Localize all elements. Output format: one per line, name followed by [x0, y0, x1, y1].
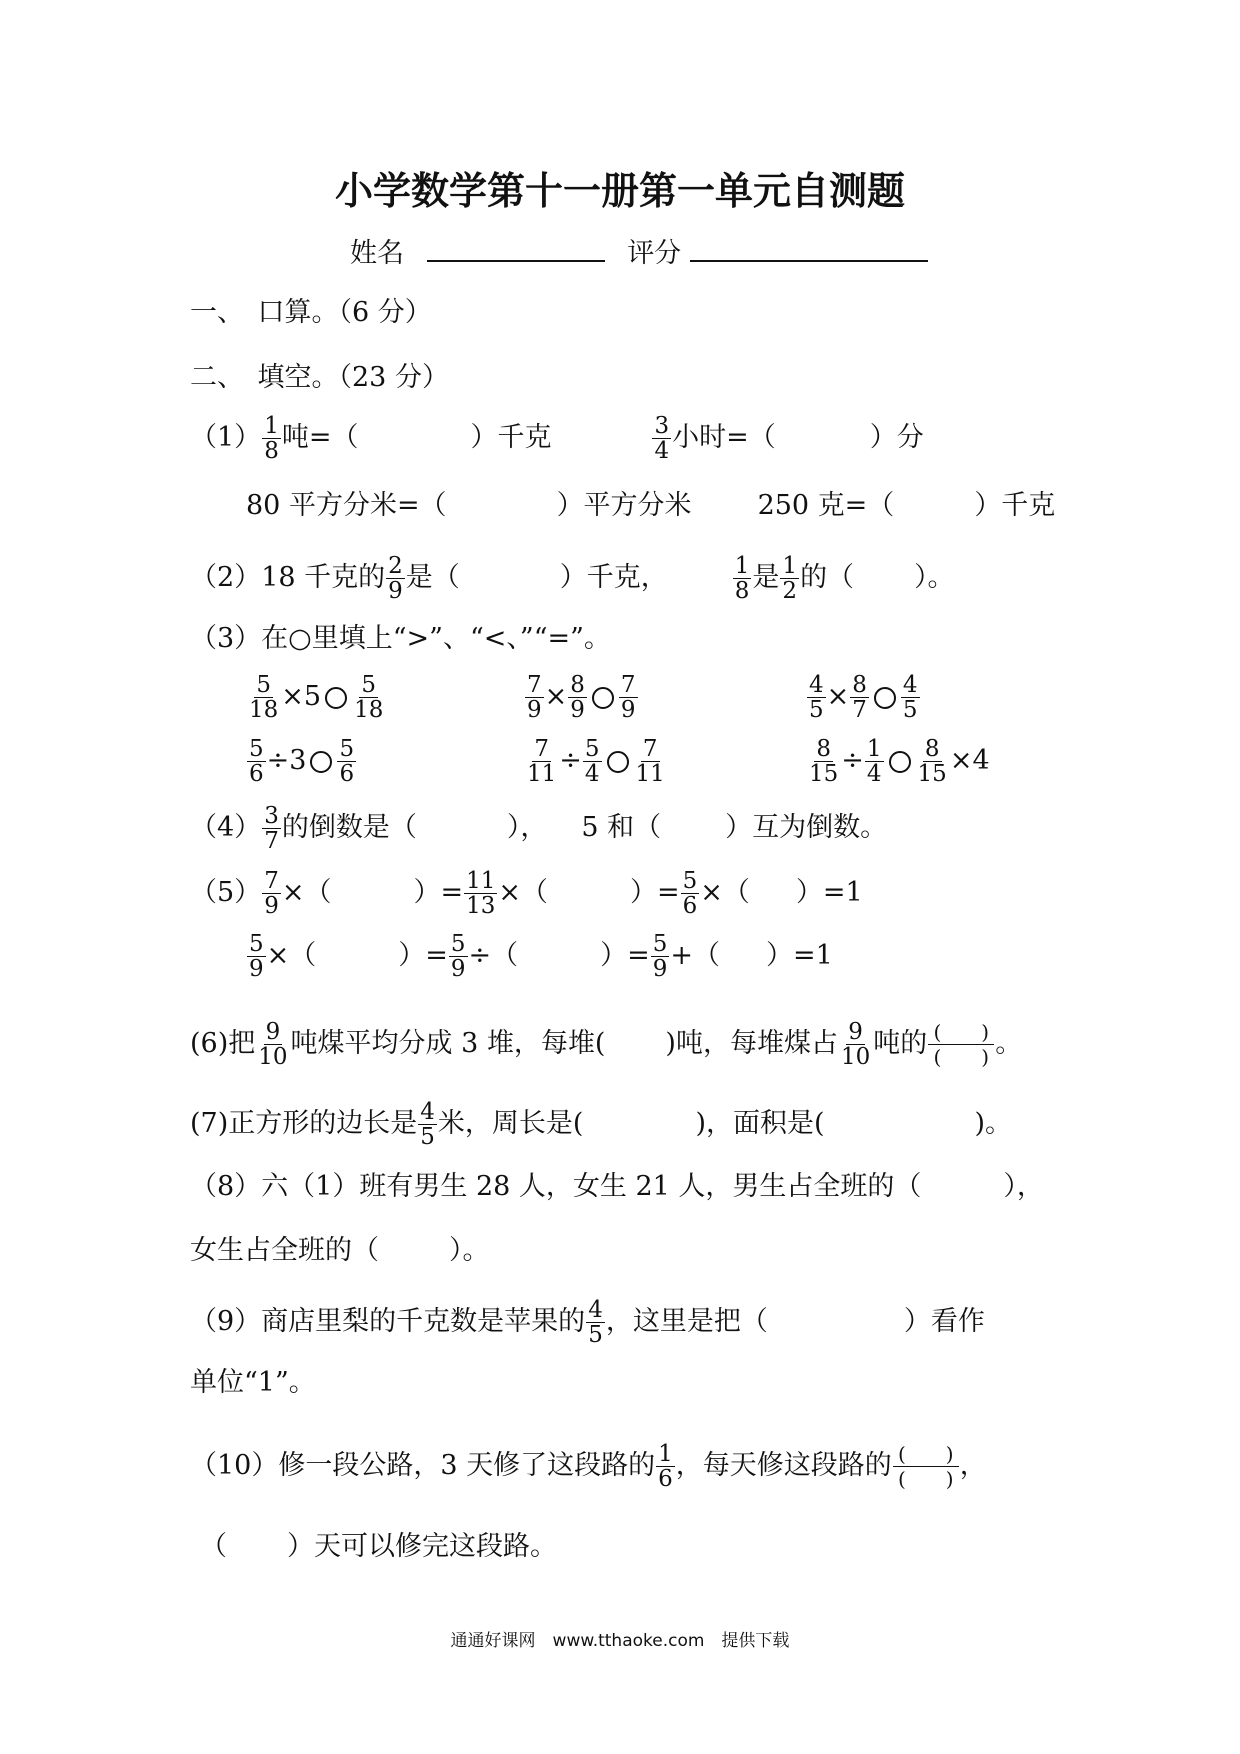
fraction-denominator: 9: [527, 697, 542, 723]
fraction: [418, 1100, 437, 1149]
fraction: [247, 673, 280, 722]
fraction: [247, 737, 266, 786]
fraction: [656, 1442, 675, 1491]
question-1-line-2: [246, 489, 1055, 523]
fraction: [449, 932, 468, 981]
text: ，这里是把（: [605, 1306, 768, 1337]
fraction: [464, 869, 497, 918]
score-label: 评分: [627, 238, 682, 269]
fraction-denominator: 6: [658, 1466, 673, 1492]
question-4: [190, 804, 887, 853]
text: 女生占全班的（: [190, 1235, 379, 1266]
fraction: [651, 932, 670, 981]
fraction-numerator: 5: [256, 672, 271, 698]
text: 是（: [405, 562, 460, 593]
fraction: [916, 737, 949, 786]
fraction-denominator: 4: [866, 761, 882, 787]
text: )。: [974, 1108, 1013, 1139]
section-one-heading: 一、 口算。（6 分）: [190, 297, 432, 328]
fraction: [352, 673, 385, 722]
fraction-numerator: ( ): [893, 1442, 959, 1467]
question-9-line-1: [190, 1298, 985, 1347]
fraction: [262, 869, 281, 918]
text: ）平方分米: [556, 490, 692, 521]
fraction-numerator: 4: [809, 672, 824, 698]
fraction: [807, 737, 840, 786]
fraction: [586, 1298, 605, 1347]
page-title: 小学数学第十一册第一单元自测题: [334, 169, 905, 213]
fraction-denominator: 9: [249, 956, 264, 982]
fraction-numerator: 1: [782, 553, 798, 579]
text: ×5: [281, 681, 322, 712]
text: 吨的: [873, 1028, 928, 1059]
fraction-denominator: 4: [654, 438, 670, 464]
compare-circle[interactable]: [607, 751, 629, 773]
text: ）互为倒数。: [725, 812, 888, 843]
text: ）=1: [766, 940, 833, 971]
compare-item: [806, 737, 990, 786]
text: ）天可以修完这段路。: [287, 1531, 557, 1562]
fraction-denominator: 15: [809, 761, 839, 787]
text: 250 克=（: [757, 490, 895, 521]
fraction-numerator: 8: [570, 672, 585, 698]
compare-circle[interactable]: [592, 687, 614, 709]
fraction-numerator: 4: [420, 1099, 435, 1125]
fraction: [652, 414, 671, 463]
fraction: [634, 737, 667, 786]
text: ）看作: [903, 1306, 985, 1337]
text: ×（: [700, 877, 750, 908]
fraction: [681, 869, 700, 918]
fraction-numerator: 1: [658, 1441, 673, 1467]
text: ，每天修这段路的: [675, 1450, 892, 1481]
fraction: [525, 737, 558, 786]
fraction: [583, 737, 602, 786]
fraction-denominator: ( ): [897, 1467, 954, 1491]
fraction-denominator: 8: [264, 438, 279, 464]
compare-circle[interactable]: [874, 687, 896, 709]
question-5-line-2: [246, 932, 833, 981]
compare-circle[interactable]: [889, 751, 911, 773]
compare-item: [806, 673, 921, 722]
text: ）=: [629, 877, 680, 908]
question-number: （4）: [190, 812, 262, 843]
text: ÷: [559, 745, 582, 776]
name-blank[interactable]: [427, 230, 605, 262]
question-8-line-1: [190, 1170, 1044, 1204]
fraction-denominator: 9: [264, 893, 279, 919]
text: 5 和（: [581, 812, 662, 843]
fraction-denominator: 9: [450, 956, 466, 982]
text: ÷: [841, 745, 864, 776]
fraction-numerator: 1: [866, 736, 882, 762]
fraction-denominator: 10: [840, 1044, 871, 1070]
compare-circle[interactable]: [310, 751, 332, 773]
fraction-denominator: 18: [354, 697, 384, 723]
question-5-line-1: [190, 869, 863, 918]
fraction-numerator: 5: [682, 868, 698, 894]
fraction: [901, 673, 920, 722]
fraction-denominator: 15: [917, 761, 947, 787]
fraction-numerator: 5: [339, 736, 355, 762]
question-9-line-2: 单位“1”。: [190, 1367, 316, 1398]
compare-item: [524, 673, 639, 722]
text: ÷（: [468, 940, 519, 971]
question-6: [190, 1020, 1022, 1069]
text: )，面积是(: [695, 1108, 825, 1139]
question-3-instruction: （3）在○里填上“>”、“<、”“=”。: [190, 623, 611, 654]
text: ×: [826, 681, 850, 712]
question-10-line-1: [190, 1442, 987, 1491]
fraction-denominator: 18: [249, 697, 279, 723]
fraction: [850, 673, 869, 722]
fraction: [733, 554, 752, 603]
fraction-numerator: 11: [466, 868, 496, 894]
fraction-denominator: 2: [782, 578, 798, 604]
fraction-denominator: 11: [635, 761, 665, 787]
blank-fraction[interactable]: [893, 1442, 959, 1491]
question-10-line-2: [200, 1530, 557, 1564]
footer-credit: 通通好课网 www.tthaoke.com 提供下载: [450, 1631, 790, 1651]
fraction-numerator: 2: [388, 553, 403, 579]
fraction-numerator: 7: [620, 672, 636, 698]
fraction-numerator: 1: [264, 413, 279, 439]
fraction-denominator: 5: [588, 1322, 603, 1348]
fraction-denominator: 9: [620, 697, 636, 723]
text: 18 千克的: [261, 562, 386, 593]
fraction: [337, 737, 356, 786]
fraction-denominator: 10: [258, 1044, 288, 1070]
text: ×4: [949, 745, 990, 776]
fraction-numerator: 7: [527, 672, 542, 698]
section-two-heading: 二、 填空。（23 分）: [190, 362, 449, 393]
fraction-denominator: 8: [734, 578, 750, 604]
fraction-denominator: 7: [852, 697, 867, 723]
fraction: [619, 673, 638, 722]
compare-item: [246, 673, 386, 722]
text: ）=: [398, 940, 448, 971]
fraction-numerator: 5: [249, 736, 264, 762]
question-7: [190, 1100, 1012, 1149]
fraction: [807, 673, 826, 722]
fraction-numerator: 3: [654, 413, 670, 439]
fraction-numerator: 5: [450, 931, 466, 957]
fraction-numerator: 1: [734, 553, 750, 579]
fraction-denominator: 7: [264, 828, 279, 854]
text: ×（: [498, 877, 548, 908]
fraction-denominator: 9: [570, 697, 585, 723]
fraction-numerator: 5: [249, 931, 264, 957]
fraction-denominator: 4: [584, 761, 600, 787]
fraction-numerator: ( ): [928, 1020, 994, 1045]
text: ）。: [914, 562, 955, 593]
text: ×（: [266, 940, 317, 971]
fraction: [839, 1020, 872, 1069]
compare-item: [524, 737, 668, 786]
fraction: [568, 673, 587, 722]
text: 的倒数是（: [281, 812, 417, 843]
fraction-denominator: 11: [527, 761, 557, 787]
fraction-denominator: 5: [809, 697, 824, 723]
text: )吨，每堆煤占: [665, 1028, 838, 1059]
fraction-denominator: 6: [682, 893, 698, 919]
text: ，: [959, 1450, 987, 1481]
text: （8）六（1）班有男生 28 人，女生 21 人，男生占全班的（: [190, 1171, 922, 1202]
fraction: [256, 1020, 289, 1069]
fraction: [247, 932, 266, 981]
compare-item: [246, 737, 357, 786]
text: +（: [670, 940, 721, 971]
text: ）分: [869, 422, 924, 453]
text: 吨=（: [281, 422, 359, 453]
fraction-numerator: 8: [924, 736, 940, 762]
text: （: [200, 1531, 227, 1562]
fraction-denominator: 9: [652, 956, 668, 982]
fraction-numerator: 4: [588, 1297, 603, 1323]
text: （10）修一段公路，3 天修了这段路的: [190, 1450, 656, 1481]
fraction: [262, 804, 281, 853]
text: (7)正方形的边长是: [190, 1108, 418, 1139]
text: (6)把: [190, 1028, 256, 1059]
fraction-numerator: 8: [852, 672, 867, 698]
fraction-numerator: 5: [361, 672, 377, 698]
fraction-denominator: 13: [466, 893, 496, 919]
text: 。: [995, 1028, 1023, 1059]
compare-circle[interactable]: [325, 687, 347, 709]
text: 的（: [800, 562, 855, 593]
question-2: [190, 554, 955, 603]
name-label: 姓名: [350, 238, 404, 269]
fraction: [525, 673, 544, 722]
fraction-numerator: 5: [652, 931, 668, 957]
fraction-numerator: 3: [264, 803, 279, 829]
question-number: （5）: [190, 877, 262, 908]
text: ）千克: [470, 422, 552, 453]
text: ），: [1003, 1171, 1044, 1202]
fraction-denominator: ( ): [933, 1045, 990, 1069]
text: （9）商店里梨的千克数是苹果的: [190, 1306, 586, 1337]
question-8-line-2: [190, 1234, 490, 1268]
text: 米，周长是(: [437, 1108, 584, 1139]
fraction-numerator: 5: [584, 736, 600, 762]
fraction-denominator: 6: [249, 761, 264, 787]
question-number: （1）: [190, 422, 262, 453]
fraction-numerator: 7: [534, 736, 549, 762]
text: ）千克，: [559, 562, 668, 593]
fraction: [262, 414, 281, 463]
text: ×: [544, 681, 568, 712]
text: 小时=（: [672, 422, 776, 453]
fraction-numerator: 8: [816, 736, 831, 762]
fraction-numerator: 7: [264, 868, 279, 894]
question-1-line-1: [190, 414, 924, 463]
text: ），: [506, 812, 548, 843]
fraction: [386, 554, 405, 603]
text: 吨煤平均分成 3 堆，每堆(: [290, 1028, 606, 1059]
fraction-numerator: 4: [902, 672, 918, 698]
text: ）=: [413, 877, 464, 908]
fraction-denominator: 5: [420, 1124, 435, 1150]
fraction-denominator: 5: [902, 697, 918, 723]
text: 80 平方分米=（: [246, 490, 447, 521]
question-number: （2）: [190, 562, 262, 593]
text: ）=: [600, 940, 650, 971]
fraction-numerator: 9: [848, 1019, 863, 1045]
fraction: [780, 554, 799, 603]
fraction-numerator: 7: [642, 736, 658, 762]
score-blank[interactable]: [690, 230, 928, 262]
fraction-denominator: 9: [388, 578, 403, 604]
blank-fraction[interactable]: [928, 1020, 994, 1069]
text: ÷3: [266, 745, 307, 776]
text: ）。: [449, 1235, 490, 1266]
text: 是: [752, 562, 780, 593]
name-score-row: [350, 230, 928, 271]
fraction-numerator: 9: [265, 1019, 281, 1045]
text: ×（: [281, 877, 332, 908]
fraction: [865, 737, 884, 786]
text: ）=1: [795, 877, 863, 908]
text: ）千克: [974, 490, 1056, 521]
fraction-denominator: 6: [339, 761, 355, 787]
